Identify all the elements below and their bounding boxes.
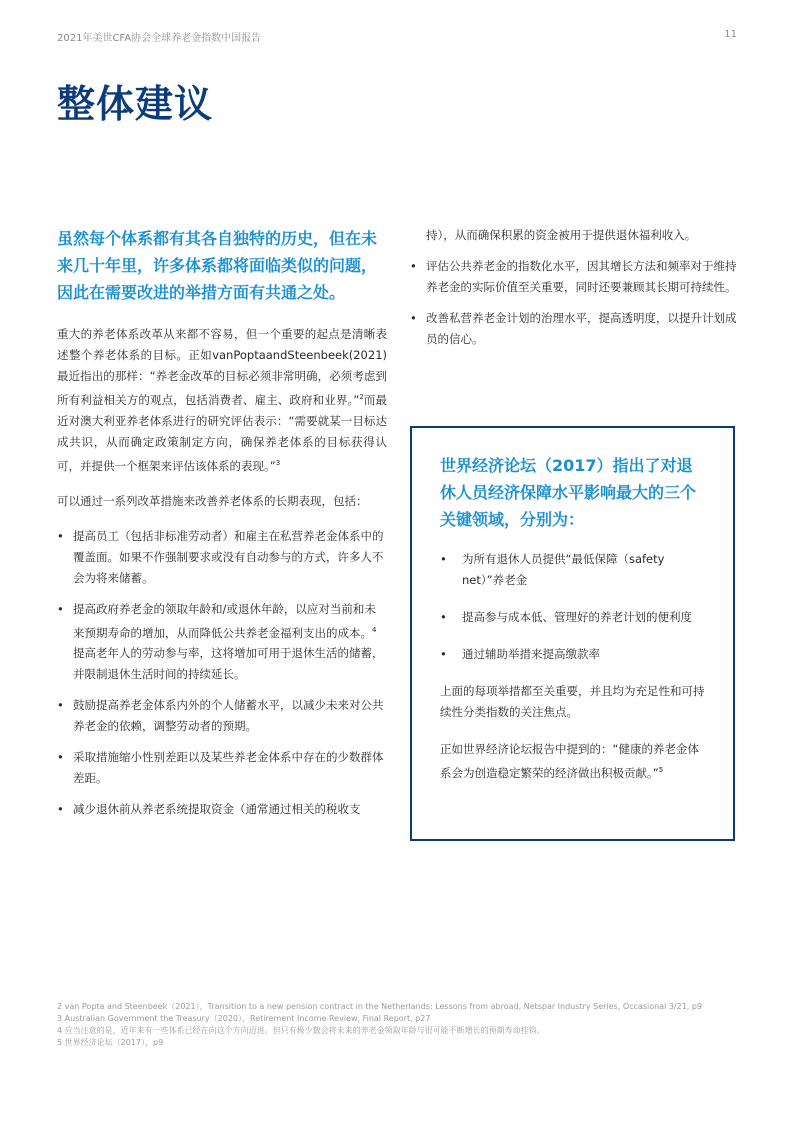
footnote: 3 Australian Government the Treasury（2020），Retirement Income Review, Final Report, p27 <box>57 1014 431 1023</box>
left-column <box>57 225 387 830</box>
list-item: • 通过辅助举措来提高缴款率 <box>440 644 705 665</box>
bullet-icon: • <box>57 802 64 817</box>
reform-list-continued <box>410 256 740 350</box>
bullet-icon: • <box>410 259 417 273</box>
page-header <box>57 29 737 43</box>
list-item: • 减少退休前从养老系统提取资金（通常通过相关的税收支 <box>57 799 387 820</box>
callout-paragraph: 上面的每项举措都至关重要，并且均为充足性和可持续性分类指数的关注焦点。 <box>440 684 705 719</box>
callout-title: 世界经济论坛（2017）指出了对退休人员经济保障水平影响最大的三个关键领域，分别为： <box>440 456 697 529</box>
footnote: 5 世界经济论坛（2017），p9 <box>57 1038 164 1047</box>
list-item: • 提高参与成本低、管理好的养老计划的便利度 <box>440 607 705 628</box>
footnotes <box>57 1001 757 1049</box>
list-item-continuation: 持），从而确保积累的资金被用于提供退休福利收入。 <box>426 228 697 242</box>
page-title: 整体建议 <box>57 82 214 126</box>
bullet-icon: • <box>440 647 447 661</box>
footnote-ref: 5 <box>658 766 664 774</box>
footnote-ref: 2 <box>359 393 364 401</box>
measures-intro: 可以通过一系列改革措施来改善养老体系的长期表现，包括： <box>57 493 368 508</box>
intro-paragraph: 重大的养老体系改革从来都不容易，但一个重要的起点是清晰表述整个养老体系的目标。正如vanPoptaandSteenbeek(2021)最近指出的那样：“养老金改革的目标必须非常明确，必须考虑到所有利益相关方的观点，包括消费者、雇主、政府和业界。”$^2$而最近对澳大利亚养老体系进行的研究评估表示：“需要就某一目标达成共识，从而确定政策制定方向，确保养老体系的目标获得认可，并提供一个框架来评估该体系的表现。”$^3$ <box>57 327 387 473</box>
callout-list <box>440 549 705 665</box>
bullet-icon: • <box>410 311 417 325</box>
list-item: • 提高员工（包括非标准劳动者）和雇主在私营养老金体系中的覆盖面。如果不作强制要求或没有自动参与的方式，许多人不会为将来储蓄。 <box>57 526 387 589</box>
list-item: • 为所有退休人员提供“最低保障（safety net）”养老金 <box>440 549 705 591</box>
reform-list <box>57 526 387 821</box>
footnote: 4 应当注意的是，近年来有一些体系已经在向这个方向迈进。但只有极少数会将未来的养老金领取年龄与很可能不断增长的预期寿命挂钩。 <box>57 1026 545 1035</box>
bullet-icon: • <box>57 528 64 543</box>
bullet-icon: • <box>57 601 64 616</box>
bullet-icon: • <box>440 552 447 566</box>
list-item: • 采取措施缩小性别差距以及某些养老金体系中存在的少数群体差距。 <box>57 747 387 789</box>
list-item: • 改善私营养老金计划的治理水平，提高透明度，以提升计划成员的信心。 <box>410 308 740 350</box>
list-item: • 评估公共养老金的指数化水平，因其增长方法和频率对于维持养老金的实际价值至关重要，同时还要兼顾其长期可持续性。 <box>410 256 740 298</box>
right-column <box>410 225 740 360</box>
document-title: 2021年美世CFA协会全球养老金指数中国报告 <box>57 33 262 44</box>
footnote-ref: 3 <box>275 458 281 467</box>
bullet-icon: • <box>440 610 447 624</box>
list-item: • 提高政府养老金的领取年龄和/或退休年龄，以应对当前和未来预期寿命的增加，从而降低公共养老金福利支出的成本。$^4$提高老年人的劳动参与率，这将增加可用于退休生活的储蓄，并限制退休生活时间的持续延长。 <box>57 599 387 686</box>
page-number: 11 <box>724 29 737 40</box>
lead-paragraph: 虽然每个体系都有其各自独特的历史，但在未来几十年里，许多体系都将面临类似的问题，因此在需要改进的举措方面有共通之处。 <box>57 229 378 302</box>
footnote-ref: 4 <box>372 625 377 634</box>
callout-box <box>410 426 735 841</box>
bullet-icon: • <box>57 750 64 765</box>
footnote: 2 van Popta and Steenbeek（2021），Transition to a new pension contract in the Netherlands: Lessons from abroad, Netspar Industry Series, Occasional 3/21, p9 <box>57 1002 703 1011</box>
callout-quote: 正如世界经济论坛报告中提到的：“健康的养老金体系会为创造稳定繁荣的经济做出积极贡献。”$^5$ <box>440 742 699 780</box>
bullet-icon: • <box>57 698 64 713</box>
list-item: • 鼓励提高养老金体系内外的个人储蓄水平，以减少未来对公共养老金的依赖，调整劳动者的预期。 <box>57 695 387 737</box>
